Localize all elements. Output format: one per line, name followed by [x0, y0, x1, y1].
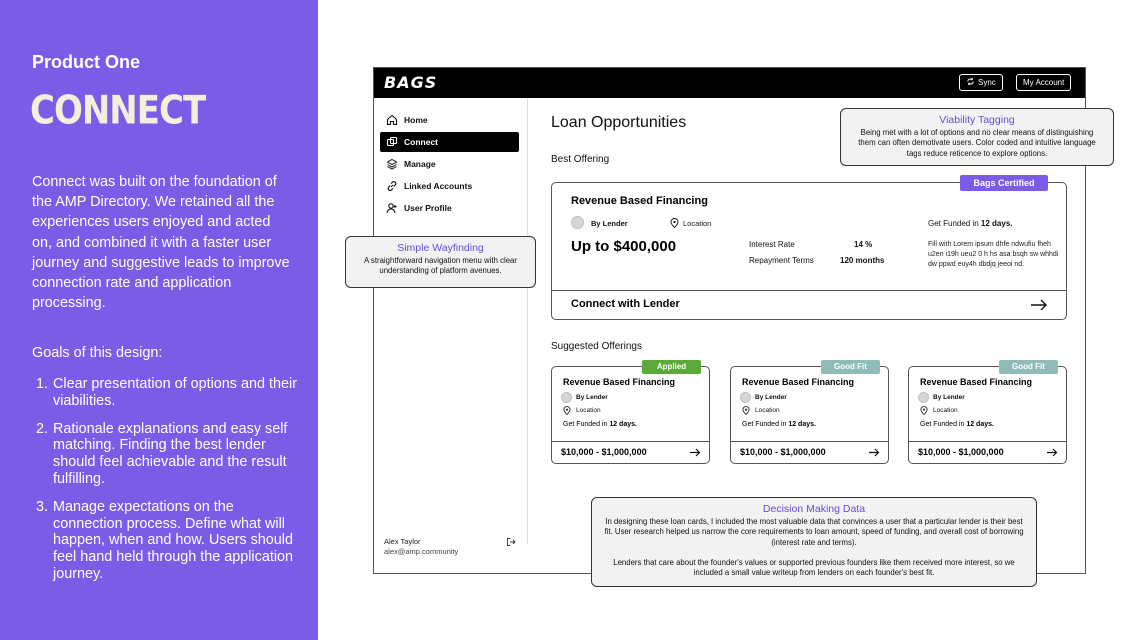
lender-name: By Lender — [755, 394, 787, 401]
location-pin-icon — [742, 406, 750, 415]
sidebar-item-label: User Profile — [404, 203, 452, 213]
goal-text: Manage expectations on the connection process. Define what will happen, when and how. Users should feel hand held through the application journey. — [53, 498, 294, 582]
suggested-card[interactable] — [730, 362, 889, 464]
app-logo[interactable]: BAGS — [384, 73, 438, 92]
card-divider — [731, 441, 888, 442]
manage-icon — [386, 158, 398, 170]
goal-text: Rationale explanations and easy self matching. Finding the best lender should feel achievable and the result fulfilling. — [53, 420, 288, 487]
repayment-label: Repayment Terms — [749, 256, 814, 265]
funding-prefix: Get Funded in — [928, 219, 981, 228]
lender-name: By Lender — [933, 394, 965, 401]
note-body: Being met with a lot of options and no clear means of distinguishing them can often demotivate users. Color coded and intuitive language tags reduce reticence to explore options. — [858, 128, 1096, 158]
sidebar — [374, 98, 528, 556]
good-fit-badge: Good Fit — [821, 360, 880, 374]
card-divider — [552, 290, 1066, 291]
funding-days: 12 days. — [980, 219, 1013, 228]
user-name: Alex Taylor — [384, 537, 421, 546]
intro-text: Connect was built on the foundation of the AMP Directory. We retained all the experiences users enjoyed and acted on, and combined it with a faster user journey and suggestive leads to improve connection rate and application processing. — [32, 174, 290, 312]
goal-item — [36, 499, 298, 583]
lender-name: By Lender — [591, 219, 628, 228]
arrow-right-icon[interactable] — [1046, 448, 1058, 457]
lender-avatar — [561, 392, 572, 403]
funding-days: 12 days. — [609, 421, 637, 428]
lender-location: Location — [755, 407, 780, 414]
lender-writeup: Fill with Lorem ipsum dhfe ndwufiu fheh u2en i19h ueu2 0 h hs asa bsqh sw whhdi dw ppwd euy4h dbdjq jeeoi nd. — [928, 241, 1059, 268]
connect-icon — [386, 136, 398, 148]
lender-location: Location — [576, 407, 601, 414]
connect-with-lender-label[interactable]: Connect with Lender — [571, 298, 680, 310]
funding-speed — [563, 421, 637, 428]
loan-amount: Up to $400,000 — [571, 238, 677, 255]
sync-button[interactable] — [959, 74, 1003, 91]
best-offering-card[interactable] — [551, 178, 1067, 320]
sidebar-item-label: Linked Accounts — [404, 181, 473, 191]
sidebar-item-user-profile[interactable] — [380, 198, 519, 218]
note-title: Viability Tagging — [939, 114, 1015, 126]
sidebar-item-linked-accounts[interactable] — [380, 176, 519, 196]
arrow-right-icon[interactable] — [1030, 299, 1048, 311]
sidebar-item-label: Connect — [404, 137, 438, 147]
lender-name: By Lender — [576, 394, 608, 401]
lender-avatar — [918, 392, 929, 403]
lender-location: Location — [933, 407, 958, 414]
loan-range: $10,000 - $1,000,000 — [740, 447, 826, 457]
funding-speed — [928, 219, 1013, 228]
sync-label: Sync — [978, 78, 996, 87]
left-panel — [0, 0, 318, 640]
funding-prefix: Get Funded in — [920, 421, 967, 428]
note-title: Decision Making Data — [762, 503, 866, 515]
sidebar-item-home[interactable] — [380, 110, 519, 130]
loan-range: $10,000 - $1,000,000 — [918, 447, 1004, 457]
interest-label: Interest Rate — [749, 240, 795, 249]
sidebar-item-manage[interactable] — [380, 154, 519, 174]
goal-text: Clear presentation of options and their viabilities. — [53, 376, 297, 409]
funding-prefix: Get Funded in — [563, 421, 610, 428]
loan-title: Revenue Based Financing — [571, 195, 708, 207]
goal-number: 1. — [36, 376, 49, 392]
suggested-offerings-heading: Suggested Offerings — [551, 341, 642, 352]
arrow-right-icon[interactable] — [689, 448, 701, 457]
simple-wayfinding-note — [345, 236, 536, 288]
note-body: A straightforward navigation menu with clear understanding of platform avenues. — [364, 256, 517, 276]
location-pin-icon — [920, 406, 928, 415]
best-offering-heading: Best Offering — [551, 154, 610, 165]
home-icon — [386, 114, 398, 126]
goal-item — [36, 421, 298, 488]
note-body: In designing these loan cards, I included the most valuable data that convinces a user that a particular lender is their best fit. User research helped us narrow the core requirements to loan amount, speed of funding, and overall cost of borrowing (interest rate and terms). — [604, 517, 1024, 547]
interest-value: 14 % — [854, 240, 873, 249]
funding-speed — [742, 421, 816, 428]
location-pin-icon — [563, 406, 571, 415]
sidebar-item-label: Manage — [404, 159, 436, 169]
lender-avatar — [740, 392, 751, 403]
loan-title: Revenue Based Financing — [563, 377, 676, 387]
goal-number: 2. — [36, 420, 49, 437]
link-icon — [386, 180, 398, 192]
decision-making-data-note — [591, 497, 1037, 587]
top-bar — [374, 68, 1085, 98]
sidebar-item-label: Home — [404, 115, 428, 125]
lender-location: Location — [683, 219, 712, 228]
user-email: alex@amp.community — [384, 547, 459, 556]
funding-days: 12 days. — [788, 421, 816, 428]
suggested-card[interactable] — [551, 362, 710, 464]
card-divider — [552, 441, 709, 442]
goals-list — [36, 376, 298, 594]
lender-avatar — [571, 216, 584, 229]
arrow-right-icon[interactable] — [868, 448, 880, 457]
goal-number: 3. — [36, 498, 49, 515]
applied-badge: Applied — [642, 360, 701, 374]
goals-title: Goals of this design: — [32, 345, 163, 361]
loan-range: $10,000 - $1,000,000 — [561, 447, 647, 457]
page-title: Loan Opportunities — [551, 114, 687, 131]
location-pin-icon — [670, 218, 679, 228]
funding-speed — [920, 421, 994, 428]
loan-title: Revenue Based Financing — [920, 377, 1033, 387]
suggested-card[interactable] — [908, 362, 1067, 464]
my-account-button[interactable]: My Account — [1016, 74, 1071, 91]
product-name: CONNECT — [30, 88, 206, 134]
good-fit-badge: Good Fit — [999, 360, 1058, 374]
sidebar-item-connect[interactable] — [380, 132, 519, 152]
goal-item — [36, 376, 298, 410]
viability-tagging-note — [840, 108, 1114, 166]
sync-icon — [966, 77, 975, 86]
repayment-value: 120 months — [840, 256, 885, 265]
note-body: Lenders that care about the founder's values or supported previous founders like them received more interest, so we included a small value writeup from lenders on each founder's best fit. — [613, 557, 1015, 578]
card-divider — [909, 441, 1066, 442]
loan-title: Revenue Based Financing — [742, 377, 855, 387]
logout-icon[interactable] — [506, 537, 516, 547]
funding-days: 12 days. — [966, 421, 994, 428]
user-icon — [386, 202, 398, 214]
funding-prefix: Get Funded in — [742, 421, 789, 428]
product-label: Product One — [32, 52, 141, 72]
note-title: Simple Wayfinding — [397, 242, 484, 254]
certified-badge: Bags Certified — [960, 175, 1048, 191]
